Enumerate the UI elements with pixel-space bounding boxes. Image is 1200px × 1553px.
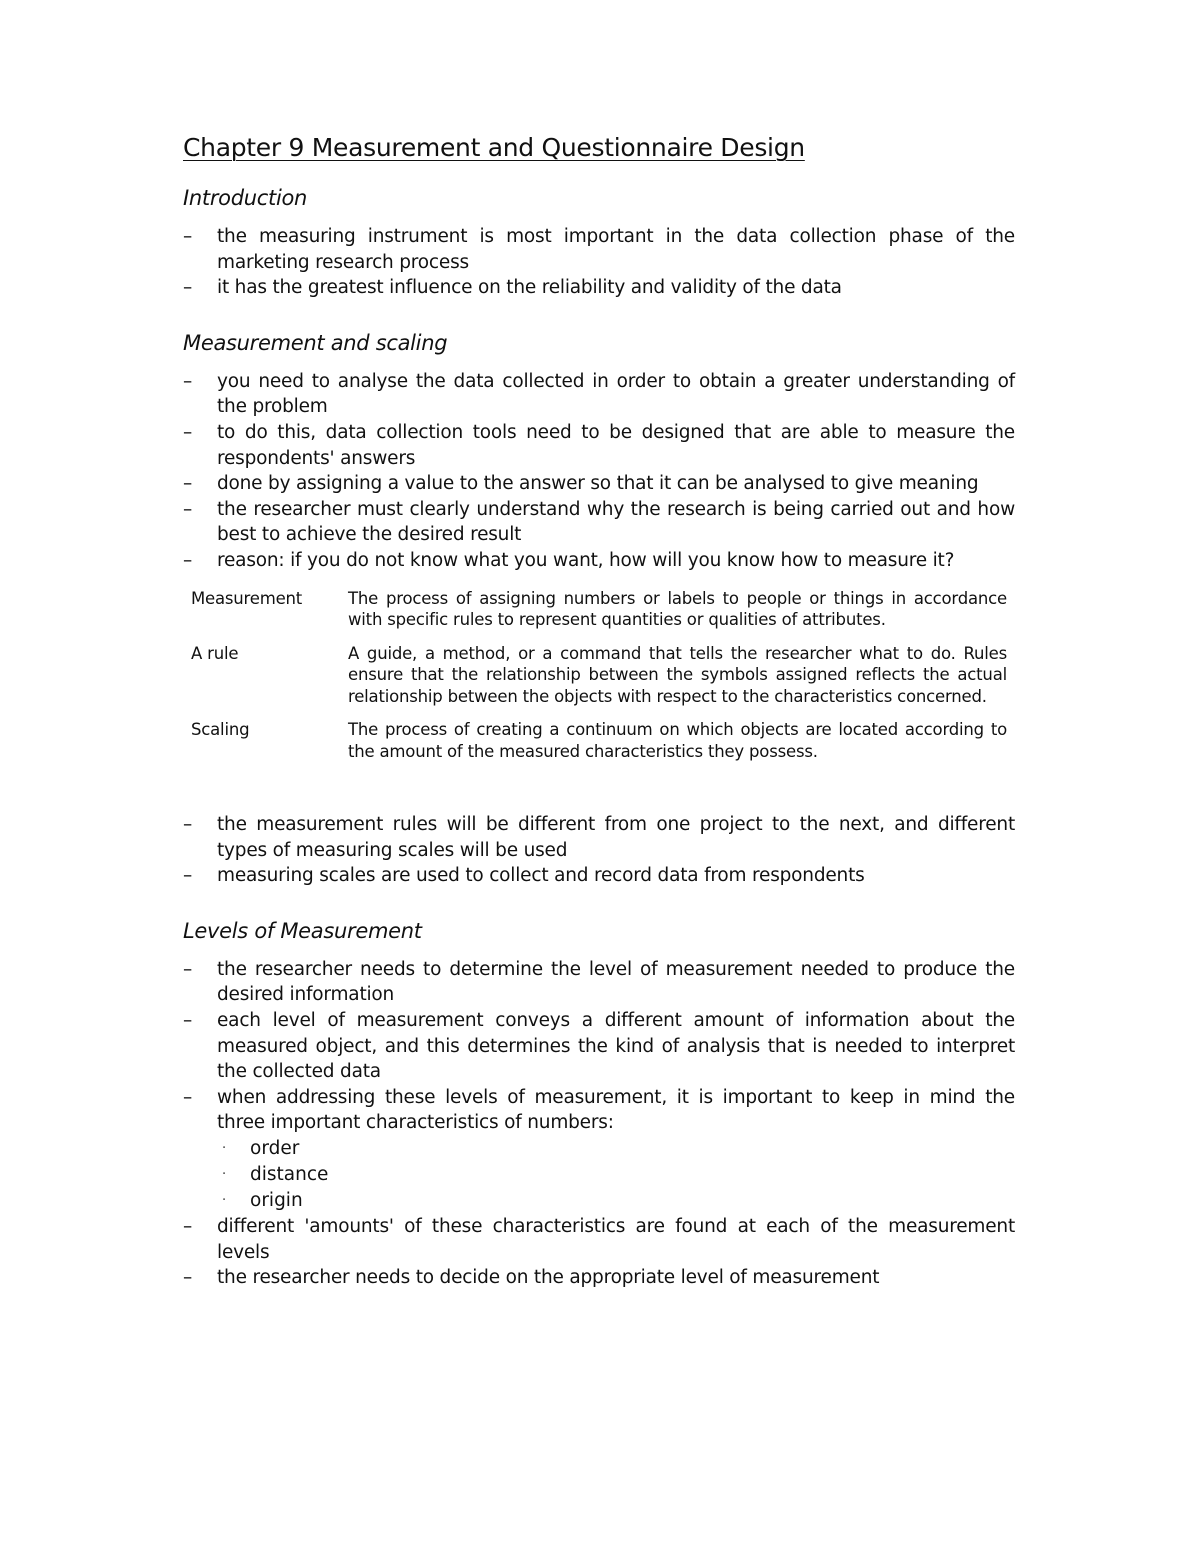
dash-marker: – [183,498,193,520]
sub-list-item: · origin [217,1188,1015,1214]
characteristics-sublist [183,1136,1015,1214]
table-row [191,588,1007,643]
dash-marker: – [183,549,193,571]
sub-list-item: · order [217,1136,1015,1162]
dash-marker: – [183,473,193,495]
section-heading-levels: Levels of Measurement [183,918,422,943]
list-item: – you need to analyse the data collected in order to obtain a greater understanding of the problem [183,370,1015,418]
dash-marker: – [183,1010,193,1031]
levels-list [183,957,1015,1136]
list-item: – the researcher must clearly understand why the research is being carried out and how best to achieve the desired result [183,498,1015,546]
list-item: – reason: if you do not know what you want, how will you know how to measure it? [183,548,1015,574]
measurement-scaling-list [183,369,1015,574]
dash-marker: – [183,958,193,980]
list-item: – when addressing these levels of measurement, it is important to keep in mind the three important characteristics of numbers: [183,1086,1015,1134]
list-item: – the researcher needs to determine the level of measurement needed to produce the desired information [183,958,1015,1006]
table-row [191,719,1007,774]
definition-term: A rule [191,643,239,663]
definition-text: The process of assigning numbers or labels to people or things in accordance with specific rules to represent quantities or qualities of attributes. [348,588,1007,630]
dash-marker: – [183,421,193,443]
measurement-scaling-list-after [183,812,1015,889]
table-row [191,643,1007,720]
section-heading-measurement-scaling: Measurement and scaling [183,330,448,355]
list-item: – the measurement rules will be different from one project to the next, and different types of measuring scales will be used [183,814,1015,861]
dash-marker: – [183,226,193,247]
list-item: – measuring scales are used to collect and record data from respondents [183,863,1015,889]
list-item: – to do this, data collection tools need to be designed that are able to measure the respondents' answers [183,421,1015,469]
list-item: – each level of measurement conveys a different amount of information about the measured object, and this determines the kind of analysis that is needed to interpret the collected data [183,1010,1015,1083]
definition-term: Scaling [191,720,250,740]
definition-text: The process of creating a continuum on which objects are located according to the amount of the measured characteristics they possess. [348,720,1007,761]
bullet-dot-marker: · [222,1192,227,1208]
dash-marker: – [183,370,193,392]
dash-marker: – [183,1267,193,1289]
dash-marker: – [183,1215,193,1237]
list-item: – it has the greatest influence on the reliability and validity of the data [183,275,1015,301]
page-title: Chapter 9 Measurement and Questionnaire Design [183,133,805,162]
list-item: – the measuring instrument is most important in the data collection phase of the marketing research process [183,226,1015,273]
list-item: – done by assigning a value to the answer so that it can be analysed to give meaning [183,471,1015,497]
section-heading-introduction: Introduction [183,186,308,210]
list-item: – different 'amounts' of these characteristics are found at each of the measurement levels [183,1215,1015,1263]
dash-marker: – [183,814,193,836]
definition-term: Measurement [191,588,303,608]
document-page [183,128,1015,1291]
dash-marker: – [183,277,193,299]
levels-list-after [183,1214,1015,1291]
dash-marker: – [183,865,193,887]
introduction-list [183,224,1015,301]
definition-text: A guide, a method, or a command that tells the researcher what to do. Rules ensure that the relationship between the symbols assigned reflects the actual relationship between the objects with respect to the characteristics concerned. [348,643,1007,706]
dash-marker: – [183,1086,193,1108]
bullet-dot-marker: · [222,1140,227,1156]
definitions-table [191,588,1007,775]
list-item: – the researcher needs to decide on the appropriate level of measurement [183,1265,1015,1291]
sub-list-item: · distance [217,1162,1015,1188]
bullet-dot-marker: · [222,1166,227,1182]
